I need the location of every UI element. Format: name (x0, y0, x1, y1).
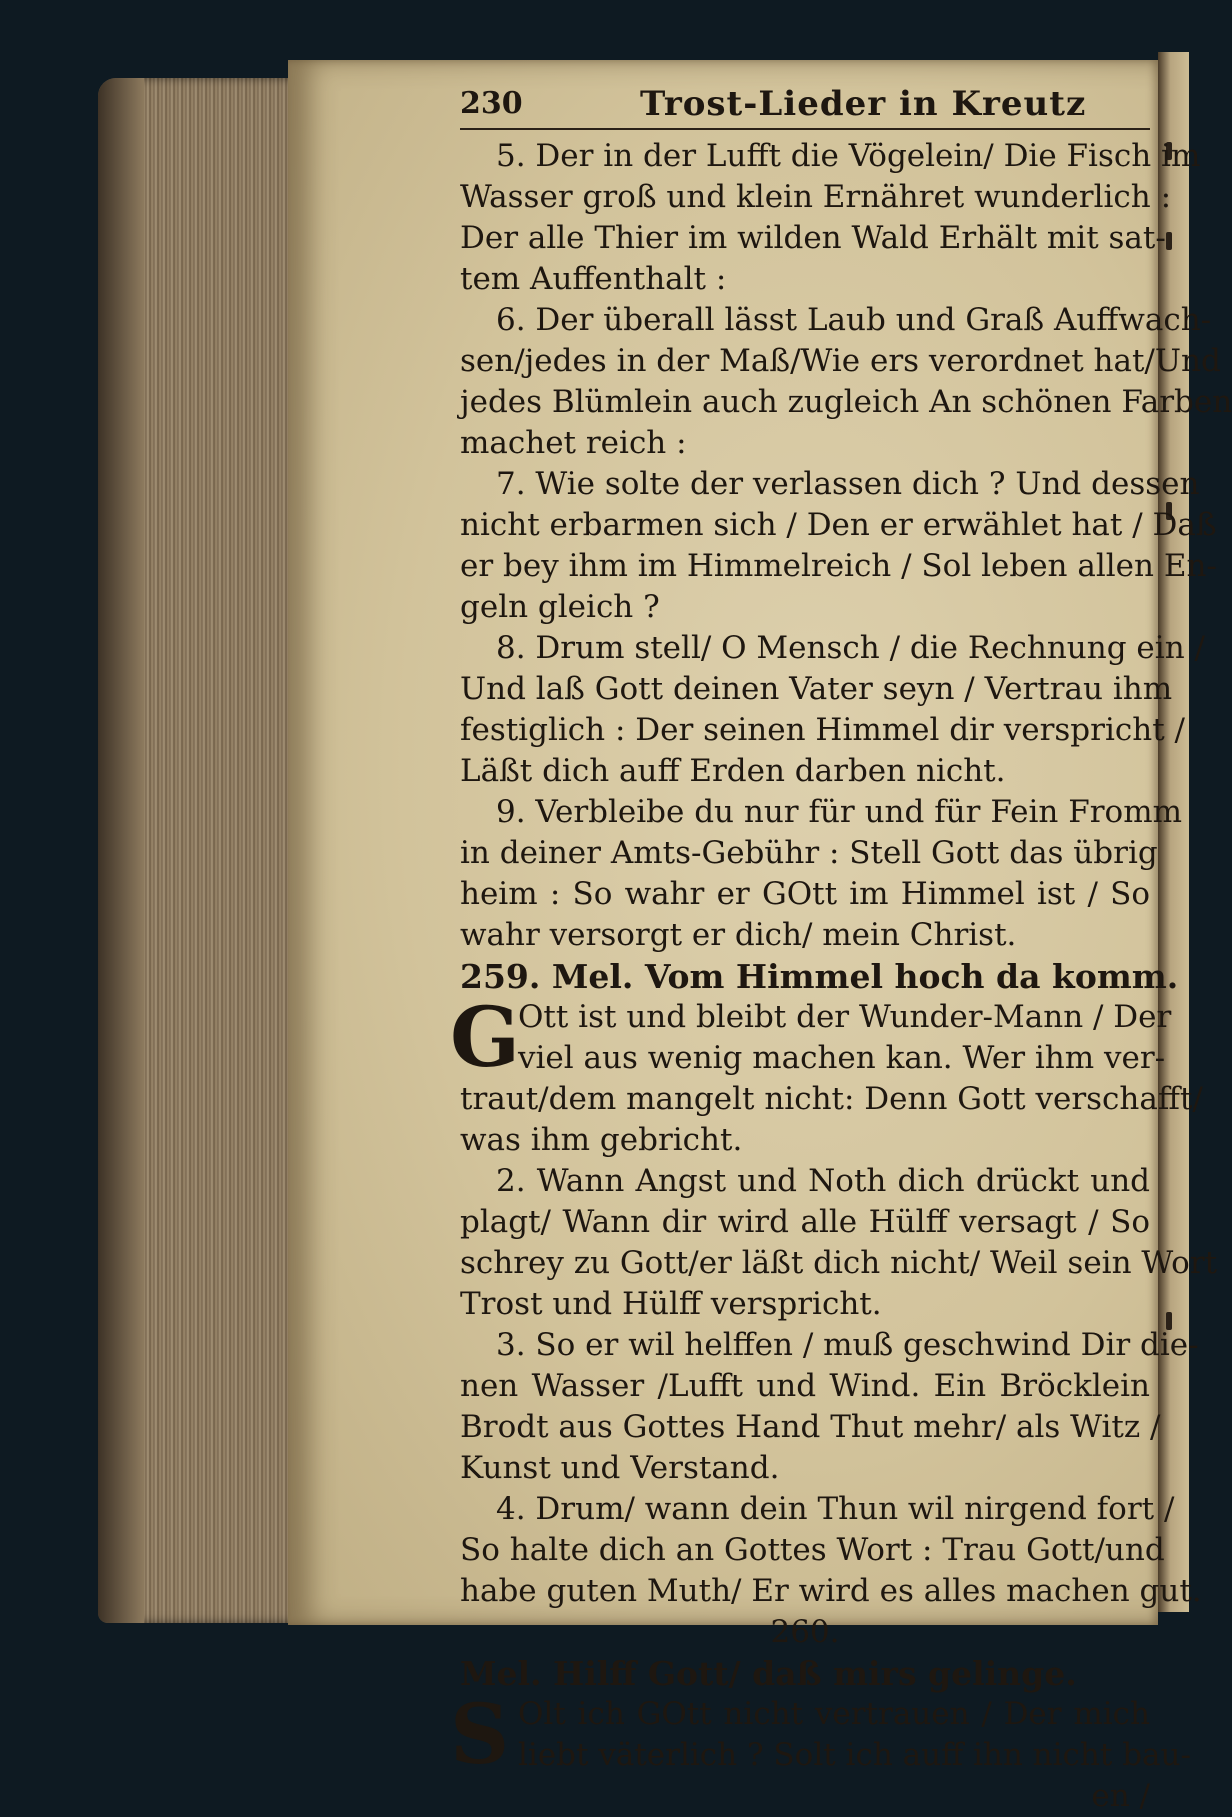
text-line (460, 1202, 1150, 1243)
line-text: Wasser groß und klein Ernähret wunderlich : (460, 179, 1172, 215)
text-line (460, 956, 1179, 997)
drop-capital: S (450, 1687, 510, 1783)
text-line (460, 1120, 1150, 1161)
line-text: 7. Wie solte der verlassen dich ? Und dessen (496, 466, 1200, 502)
text-line (460, 1161, 1150, 1202)
text-line (460, 259, 1150, 300)
text-line (460, 382, 1232, 423)
line-text: viel aus wenig machen kan. Wer ihm ver- (518, 1040, 1166, 1076)
line-text: 6. Der überall lässt Laub und Graß Auffwach- (496, 302, 1212, 338)
line-text: habe guten Muth/ Er wird es alles machen gut. (460, 1573, 1202, 1609)
line-text: traut/dem mangelt nicht: Denn Gott verschafft/ (460, 1081, 1203, 1117)
line-text: Trost und Hülff verspricht. (460, 1286, 882, 1322)
line-text: heim : So wahr er GOtt im Himmel ist / So (460, 876, 1150, 912)
text-line (460, 1243, 1218, 1284)
line-text: Ott ist und bleibt der Wunder-Mann / Der (518, 999, 1172, 1035)
text-line (460, 300, 1212, 341)
text-lines (450, 136, 1232, 1817)
text-line (460, 136, 1201, 177)
line-text: schrey zu Gott/er läßt dich nicht/ Weil sein Wort (460, 1245, 1218, 1281)
text-line (460, 1325, 1199, 1366)
text-line (460, 546, 1217, 587)
text-line (460, 1489, 1175, 1530)
text-line (460, 1653, 1150, 1694)
line-text: sen/jedes in der Maß/Wie ers verordnet hat/Und (460, 343, 1221, 379)
text-line (460, 1407, 1161, 1448)
line-text: tem Auffenthalt : (460, 261, 727, 297)
text-line (460, 1530, 1165, 1571)
text-line (460, 669, 1173, 710)
text-line (460, 751, 1150, 792)
text-line (460, 1571, 1202, 1612)
line-text: nen Wasser /Lufft und Wind. Ein Bröcklein (460, 1368, 1150, 1404)
page-header (460, 82, 1150, 130)
text-line (460, 1038, 1166, 1079)
line-text: 9. Verbleibe du nur für und für Fein Fromm (496, 794, 1182, 830)
line-text: en / (1091, 1778, 1150, 1814)
page-edges (98, 78, 298, 1623)
line-text: Und laß Gott deinen Vater seyn / Vertrau ihm (460, 671, 1173, 707)
text-line (460, 177, 1172, 218)
text-line (460, 1079, 1203, 1120)
line-text: machet reich : (460, 425, 687, 461)
line-text: wahr versorgt er dich/ mein Christ. (460, 917, 1017, 953)
line-text: festiglich : Der seinen Himmel dir verspricht / (460, 712, 1185, 748)
line-text: liebt väterlich ? Solt ich auff ihn nicht bau- (518, 1737, 1191, 1773)
line-text: was ihm gebricht. (460, 1122, 743, 1158)
line-text: 3. So er wil helffen / muß geschwind Dir die- (496, 1327, 1199, 1363)
line-text: Brodt aus Gottes Hand Thut mehr/ als Witz / (460, 1409, 1161, 1445)
line-text: geln gleich ? (460, 589, 660, 625)
line-text: 259. Mel. Vom Himmel hoch da komm. (460, 957, 1179, 996)
drop-capital: G (450, 990, 521, 1086)
text-line (460, 464, 1200, 505)
line-text: Der alle Thier im wilden Wald Erhält mit sat- (460, 220, 1166, 256)
running-title: Trost-Lieder in Kreutz (640, 84, 1087, 124)
line-text: 2. Wann Angst und Noth dich drückt und (496, 1163, 1150, 1199)
line-text: jedes Blümlein auch zugleich An schönen Farben (460, 384, 1232, 420)
text-line (460, 915, 1150, 956)
line-text: 5. Der in der Lufft die Vögelein/ Die Fisch im (496, 138, 1201, 174)
text-line (460, 1366, 1150, 1407)
text-line (460, 1284, 1150, 1325)
text-line (460, 505, 1217, 546)
text-line (460, 218, 1166, 259)
line-text: 4. Drum/ wann dein Thun wil nirgend fort / (496, 1491, 1175, 1527)
line-text: er bey ihm im Himmelreich / Sol leben allen En- (460, 548, 1217, 584)
text-line (460, 423, 1150, 464)
line-text: plagt/ Wann dir wird alle Hülff versagt / So (460, 1204, 1150, 1240)
text-line (460, 628, 1205, 669)
line-text: So halte dich an Gottes Wort : Trau Gott/und (460, 1532, 1165, 1568)
text-line (460, 874, 1150, 915)
page-number: 230 (460, 86, 523, 121)
page-text (450, 82, 1232, 1817)
line-text: in deiner Amts-Gebühr : Stell Gott das übrig (460, 835, 1158, 871)
text-line (460, 1735, 1191, 1776)
line-text: Kunst und Verstand. (460, 1450, 780, 1486)
text-line (460, 833, 1158, 874)
text-line (460, 1776, 1150, 1817)
text-line (460, 792, 1182, 833)
text-line (460, 1448, 1150, 1489)
line-text: nicht erbarmen sich / Den er erwählet hat / Daß (460, 507, 1217, 543)
line-text: Läßt dich auff Erden darben nicht. (460, 753, 1006, 789)
text-line (460, 710, 1185, 751)
ink-mark (1166, 232, 1172, 250)
text-line (460, 341, 1221, 382)
line-text: 8. Drum stell/ O Mensch / die Rechnung ein / (496, 630, 1205, 666)
line-text: Mel. Hilff Gott/ daß mirs gelinge. (460, 1654, 1077, 1693)
text-line (460, 587, 1150, 628)
line-text: Olt ich GOtt nicht vertrauen / Der mich (518, 1696, 1150, 1732)
text-line (460, 1612, 1150, 1653)
line-text: 260. (770, 1614, 840, 1650)
